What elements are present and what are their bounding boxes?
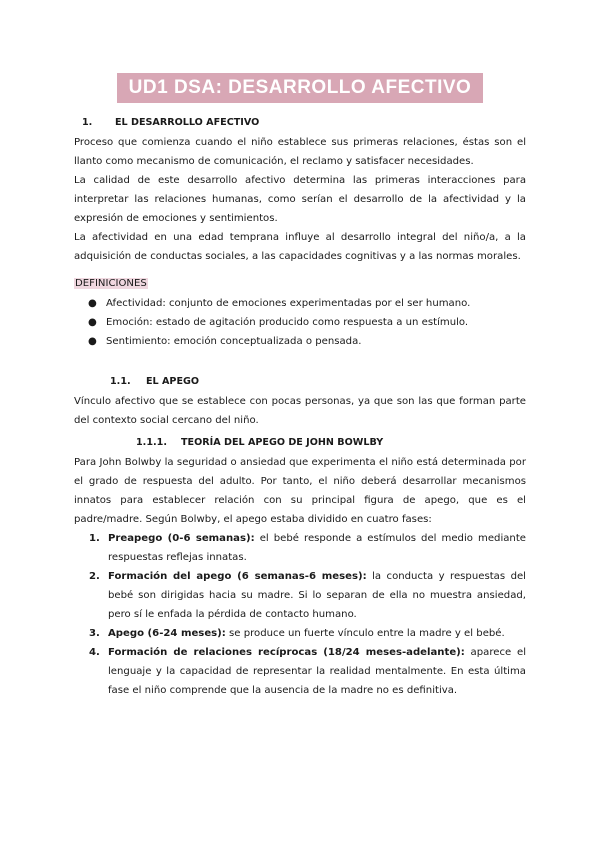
section-1-1-1-paragraph: Para John Bolwby la seguridad o ansiedad que experimenta el niño está determinada por el grado de respuesta del adulto. Por tanto, el niño deberá desarrollar mecanismos innatos para establecer relación con su principal figura de apego, que es el padre/madre. Según Bolwby, el apego estaba dividido en cuatro fases:	[74, 457, 526, 525]
section-1-heading	[74, 113, 526, 133]
document-body	[74, 108, 526, 700]
section-1-1-heading	[74, 372, 526, 392]
list-item: 3. Apego (6-24 meses): se produce un fuerte vínculo entre la madre y el bebé.	[89, 628, 505, 639]
section-1-paragraph-1: Proceso que comienza cuando el niño establece sus primeras relaciones, éstas son el llanto como mecanismo de comunicación, el reclamo y satisfacer necesidades.	[74, 137, 526, 167]
definitions-block	[74, 271, 526, 294]
page-title: UD1 DSA: DESARROLLO AFECTIVO	[117, 73, 484, 103]
section-1-paragraph-3: La afectividad en una edad temprana influye al desarrollo integral del niño/a, a la adquisición de conductas sociales, a las capacidades cognitivas y a las normas morales.	[74, 232, 526, 262]
list-item: 2. Formación del apego (6 semanas-6 meses): la conducta y respuestas del bebé son dirigidas hacia su madre. Si lo separan de ella no muestra ansiedad, pero sí le enfada la pérdida de contacto humano.	[89, 571, 526, 620]
list-item: 4. Formación de relaciones recíprocas (18/24 meses-adelante): aparece el lenguaje y la capacidad de representar la realidad mentalmente. En esta última fase el niño comprende que la ausencia de la madre no es definitiva.	[89, 647, 526, 696]
definitions-list	[74, 294, 526, 351]
section-1-1-1-heading	[74, 433, 526, 453]
section-1-1-1-number: 1.1.1.	[136, 437, 167, 448]
section-1-number: 1.	[82, 117, 93, 128]
list-item: ● Afectividad: conjunto de emociones experimentadas por el ser humano.	[88, 294, 526, 313]
section-1-1-1-title: TEORÍA DEL APEGO DE JOHN BOWLBY	[181, 437, 384, 448]
list-item: ● Emoción: estado de agitación producido como respuesta a un estímulo.	[88, 313, 526, 332]
list-item: 1. Preapego (0-6 semanas): el bebé responde a estímulos del medio mediante respuestas reflejas innatas.	[89, 533, 526, 563]
section-1-1-paragraph: Vínculo afectivo que se establece con pocas personas, ya que son las que forman parte del contexto social cercano del niño.	[74, 396, 526, 426]
section-1-1-number: 1.1.	[110, 376, 131, 387]
bullet-icon: ●	[88, 336, 97, 347]
definitions-label: DEFINICIONES	[75, 278, 147, 289]
section-1-title: EL DESARROLLO AFECTIVO	[115, 117, 260, 128]
phases-list	[74, 529, 526, 700]
bullet-icon: ●	[88, 317, 97, 328]
section-1-1-title: EL APEGO	[146, 376, 200, 387]
title-container	[0, 73, 600, 103]
section-1-paragraph-2: La calidad de este desarrollo afectivo determina las primeras interacciones para interpretar las relaciones humanas, como serían el desarrollo de la afectividad y la expresión de emociones y sentimientos.	[74, 175, 526, 224]
list-item: ● Sentimiento: emoción conceptualizada o pensada.	[88, 332, 526, 351]
bullet-icon: ●	[88, 298, 97, 309]
